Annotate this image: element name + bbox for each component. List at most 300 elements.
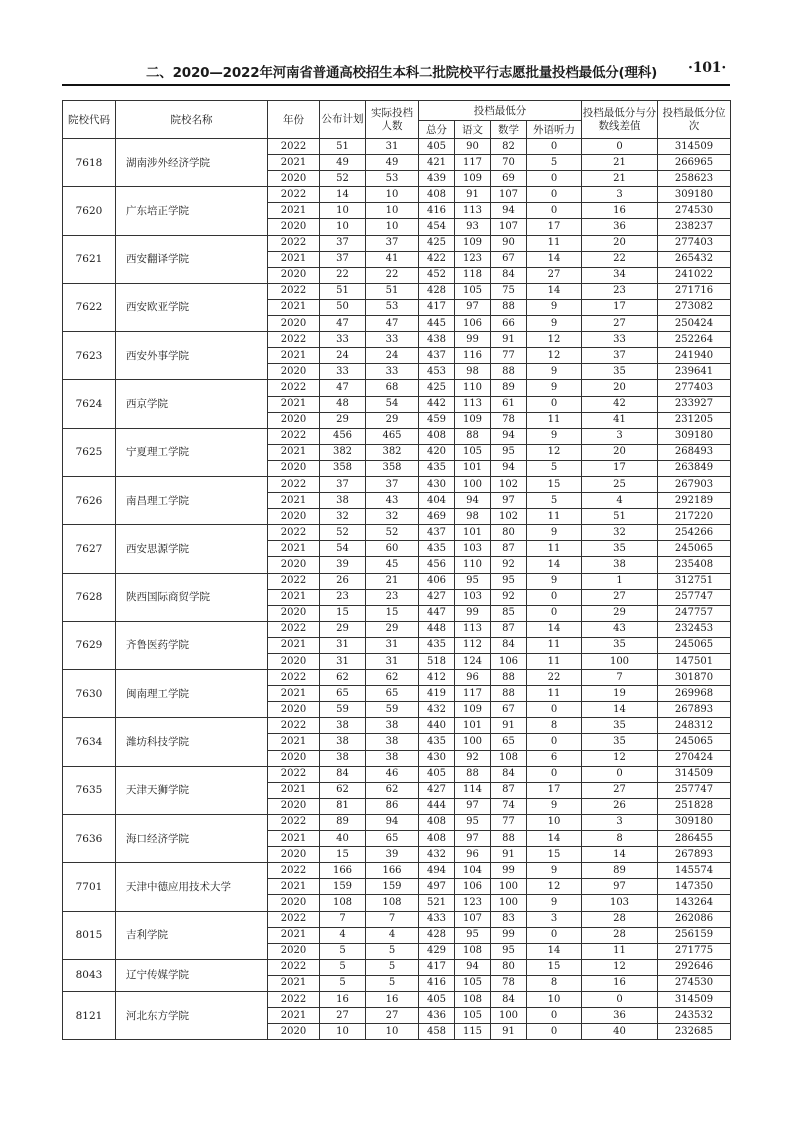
cell-plan: 10 — [320, 219, 366, 235]
cell-math: 84 — [491, 991, 527, 1007]
col-chinese-header: 语文 — [455, 121, 491, 139]
school-name: 天津天狮学院 — [116, 766, 268, 814]
cell-total: 427 — [419, 589, 455, 605]
cell-year: 2022 — [268, 428, 320, 444]
cell-listening: 8 — [527, 718, 582, 734]
cell-chinese: 101 — [455, 718, 491, 734]
col-plan-header: 公布计划 — [320, 101, 366, 139]
cell-listening: 9 — [527, 798, 582, 814]
cell-listening: 14 — [527, 621, 582, 637]
cell-chinese: 123 — [455, 895, 491, 911]
table-row — [63, 235, 731, 251]
cell-math: 91 — [491, 847, 527, 863]
cell-diff: 32 — [582, 525, 658, 541]
cell-chinese: 95 — [455, 927, 491, 943]
cell-listening: 11 — [527, 541, 582, 557]
cell-total: 494 — [419, 863, 455, 879]
cell-diff: 0 — [582, 991, 658, 1007]
cell-math: 65 — [491, 734, 527, 750]
cell-plan: 5 — [320, 959, 366, 975]
cell-math: 74 — [491, 798, 527, 814]
cell-rank: 243532 — [658, 1008, 731, 1024]
cell-plan: 38 — [320, 718, 366, 734]
cell-total: 435 — [419, 637, 455, 653]
cell-actual: 37 — [366, 235, 419, 251]
school-code: 7636 — [63, 814, 116, 862]
cell-diff: 14 — [582, 847, 658, 863]
cell-rank: 269968 — [658, 686, 731, 702]
cell-actual: 60 — [366, 541, 419, 557]
cell-plan: 37 — [320, 476, 366, 492]
cell-chinese: 88 — [455, 428, 491, 444]
cell-actual: 47 — [366, 316, 419, 332]
cell-rank: 235408 — [658, 557, 731, 573]
cell-rank: 314509 — [658, 991, 731, 1007]
cell-math: 61 — [491, 396, 527, 412]
cell-diff: 3 — [582, 428, 658, 444]
cell-total: 497 — [419, 879, 455, 895]
cell-actual: 5 — [366, 975, 419, 991]
cell-rank: 145574 — [658, 863, 731, 879]
cell-listening: 3 — [527, 911, 582, 927]
cell-rank: 238237 — [658, 219, 731, 235]
cell-total: 437 — [419, 525, 455, 541]
cell-actual: 53 — [366, 171, 419, 187]
table-row — [63, 863, 731, 879]
cell-diff: 51 — [582, 509, 658, 525]
cell-rank: 248312 — [658, 718, 731, 734]
school-code: 7625 — [63, 428, 116, 476]
school-code: 8015 — [63, 911, 116, 959]
cell-actual: 31 — [366, 654, 419, 670]
cell-listening: 0 — [527, 203, 582, 219]
cell-chinese: 114 — [455, 782, 491, 798]
cell-rank: 274530 — [658, 203, 731, 219]
cell-diff: 17 — [582, 460, 658, 476]
cell-diff: 36 — [582, 1008, 658, 1024]
cell-year: 2020 — [268, 460, 320, 476]
cell-year: 2020 — [268, 316, 320, 332]
cell-total: 405 — [419, 766, 455, 782]
cell-math: 67 — [491, 702, 527, 718]
cell-rank: 271775 — [658, 943, 731, 959]
cell-diff: 20 — [582, 235, 658, 251]
cell-actual: 37 — [366, 476, 419, 492]
cell-chinese: 109 — [455, 171, 491, 187]
table-row — [63, 718, 731, 734]
cell-diff: 37 — [582, 348, 658, 364]
table-row — [63, 428, 731, 444]
cell-chinese: 124 — [455, 654, 491, 670]
cell-math: 78 — [491, 412, 527, 428]
cell-listening: 0 — [527, 702, 582, 718]
cell-diff: 11 — [582, 943, 658, 959]
cell-listening: 11 — [527, 654, 582, 670]
cell-total: 445 — [419, 316, 455, 332]
cell-plan: 51 — [320, 283, 366, 299]
cell-actual: 51 — [366, 283, 419, 299]
cell-actual: 32 — [366, 509, 419, 525]
cell-listening: 9 — [527, 525, 582, 541]
cell-actual: 39 — [366, 847, 419, 863]
cell-chinese: 105 — [455, 975, 491, 991]
cell-year: 2022 — [268, 332, 320, 348]
cell-chinese: 103 — [455, 541, 491, 557]
table-row — [63, 380, 731, 396]
cell-total: 453 — [419, 364, 455, 380]
cell-total: 437 — [419, 348, 455, 364]
school-name: 宁夏理工学院 — [116, 428, 268, 476]
cell-year: 2022 — [268, 525, 320, 541]
cell-listening: 15 — [527, 476, 582, 492]
cell-plan: 37 — [320, 235, 366, 251]
school-name: 闽南理工学院 — [116, 670, 268, 718]
cell-chinese: 98 — [455, 509, 491, 525]
cell-total: 469 — [419, 509, 455, 525]
cell-listening: 17 — [527, 219, 582, 235]
cell-rank: 273082 — [658, 299, 731, 315]
cell-total: 442 — [419, 396, 455, 412]
cell-plan: 358 — [320, 460, 366, 476]
cell-total: 416 — [419, 203, 455, 219]
school-name: 西安外事学院 — [116, 332, 268, 380]
cell-listening: 9 — [527, 573, 582, 589]
admission-score-table — [62, 100, 731, 1040]
cell-math: 84 — [491, 637, 527, 653]
cell-rank: 252264 — [658, 332, 731, 348]
cell-actual: 5 — [366, 943, 419, 959]
cell-actual: 108 — [366, 895, 419, 911]
cell-actual: 52 — [366, 525, 419, 541]
cell-rank: 309180 — [658, 187, 731, 203]
cell-math: 80 — [491, 959, 527, 975]
cell-listening: 0 — [527, 734, 582, 750]
cell-plan: 33 — [320, 364, 366, 380]
cell-rank: 241940 — [658, 348, 731, 364]
cell-actual: 29 — [366, 621, 419, 637]
cell-year: 2021 — [268, 589, 320, 605]
cell-total: 447 — [419, 605, 455, 621]
cell-math: 95 — [491, 943, 527, 959]
cell-year: 2022 — [268, 911, 320, 927]
cell-diff: 36 — [582, 219, 658, 235]
cell-year: 2022 — [268, 766, 320, 782]
cell-math: 92 — [491, 589, 527, 605]
cell-chinese: 94 — [455, 959, 491, 975]
cell-listening: 0 — [527, 187, 582, 203]
cell-math: 99 — [491, 927, 527, 943]
cell-math: 66 — [491, 316, 527, 332]
cell-diff: 38 — [582, 557, 658, 573]
school-code: 7701 — [63, 863, 116, 911]
cell-math: 80 — [491, 525, 527, 541]
table-row — [63, 621, 731, 637]
cell-year: 2022 — [268, 863, 320, 879]
cell-year: 2021 — [268, 831, 320, 847]
cell-total: 435 — [419, 541, 455, 557]
cell-plan: 62 — [320, 670, 366, 686]
cell-chinese: 108 — [455, 943, 491, 959]
cell-listening: 9 — [527, 299, 582, 315]
cell-total: 438 — [419, 332, 455, 348]
cell-year: 2021 — [268, 686, 320, 702]
cell-actual: 31 — [366, 139, 419, 155]
cell-plan: 31 — [320, 637, 366, 653]
cell-rank: 267903 — [658, 476, 731, 492]
cell-year: 2021 — [268, 927, 320, 943]
cell-year: 2021 — [268, 444, 320, 460]
cell-year: 2021 — [268, 493, 320, 509]
table-row — [63, 911, 731, 927]
school-code: 7623 — [63, 332, 116, 380]
col-actual-header: 实际投档人数 — [366, 101, 419, 139]
cell-rank: 258623 — [658, 171, 731, 187]
cell-year: 2020 — [268, 364, 320, 380]
cell-diff: 35 — [582, 637, 658, 653]
cell-math: 94 — [491, 428, 527, 444]
cell-math: 89 — [491, 380, 527, 396]
cell-total: 421 — [419, 155, 455, 171]
cell-plan: 48 — [320, 396, 366, 412]
cell-year: 2021 — [268, 299, 320, 315]
cell-listening: 14 — [527, 283, 582, 299]
cell-actual: 54 — [366, 396, 419, 412]
cell-total: 405 — [419, 139, 455, 155]
cell-total: 406 — [419, 573, 455, 589]
table-row — [63, 991, 731, 1007]
cell-plan: 10 — [320, 203, 366, 219]
cell-rank: 262086 — [658, 911, 731, 927]
cell-listening: 0 — [527, 766, 582, 782]
cell-diff: 34 — [582, 267, 658, 283]
cell-year: 2022 — [268, 670, 320, 686]
cell-plan: 26 — [320, 573, 366, 589]
cell-rank: 257747 — [658, 589, 731, 605]
col-total-header: 总分 — [419, 121, 455, 139]
cell-plan: 33 — [320, 332, 366, 348]
cell-rank: 241022 — [658, 267, 731, 283]
cell-year: 2020 — [268, 557, 320, 573]
cell-actual: 41 — [366, 251, 419, 267]
cell-chinese: 93 — [455, 219, 491, 235]
cell-plan: 10 — [320, 1024, 366, 1040]
cell-math: 77 — [491, 814, 527, 830]
cell-plan: 29 — [320, 412, 366, 428]
cell-chinese: 107 — [455, 911, 491, 927]
cell-total: 458 — [419, 1024, 455, 1040]
cell-plan: 40 — [320, 831, 366, 847]
cell-math: 92 — [491, 557, 527, 573]
cell-rank: 312751 — [658, 573, 731, 589]
cell-actual: 10 — [366, 187, 419, 203]
col-rank-header: 投档最低分位次 — [658, 101, 731, 139]
cell-math: 100 — [491, 879, 527, 895]
school-name: 天津中德应用技术大学 — [116, 863, 268, 911]
cell-diff: 40 — [582, 1024, 658, 1040]
school-name: 西安欧亚学院 — [116, 283, 268, 331]
cell-actual: 53 — [366, 299, 419, 315]
cell-chinese: 113 — [455, 621, 491, 637]
cell-chinese: 97 — [455, 831, 491, 847]
table-row — [63, 187, 731, 203]
cell-total: 430 — [419, 750, 455, 766]
cell-total: 456 — [419, 557, 455, 573]
cell-rank: 239641 — [658, 364, 731, 380]
cell-chinese: 113 — [455, 396, 491, 412]
cell-chinese: 106 — [455, 316, 491, 332]
cell-math: 87 — [491, 782, 527, 798]
col-code-header: 院校代码 — [63, 101, 116, 139]
cell-listening: 9 — [527, 863, 582, 879]
cell-total: 428 — [419, 283, 455, 299]
cell-listening: 22 — [527, 670, 582, 686]
cell-plan: 38 — [320, 750, 366, 766]
cell-rank: 292646 — [658, 959, 731, 975]
cell-year: 2021 — [268, 637, 320, 653]
school-code: 7626 — [63, 476, 116, 524]
cell-listening: 9 — [527, 364, 582, 380]
cell-plan: 27 — [320, 1008, 366, 1024]
cell-actual: 15 — [366, 605, 419, 621]
cell-math: 83 — [491, 911, 527, 927]
cell-listening: 11 — [527, 509, 582, 525]
cell-actual: 62 — [366, 782, 419, 798]
cell-rank: 247757 — [658, 605, 731, 621]
cell-actual: 10 — [366, 1024, 419, 1040]
cell-listening: 9 — [527, 380, 582, 396]
cell-math: 91 — [491, 1024, 527, 1040]
cell-total: 425 — [419, 380, 455, 396]
cell-total: 408 — [419, 187, 455, 203]
cell-year: 2021 — [268, 734, 320, 750]
cell-total: 419 — [419, 686, 455, 702]
cell-math: 91 — [491, 332, 527, 348]
cell-plan: 456 — [320, 428, 366, 444]
cell-plan: 16 — [320, 991, 366, 1007]
cell-listening: 9 — [527, 895, 582, 911]
cell-chinese: 95 — [455, 814, 491, 830]
cell-math: 75 — [491, 283, 527, 299]
cell-chinese: 99 — [455, 605, 491, 621]
cell-diff: 97 — [582, 879, 658, 895]
cell-plan: 15 — [320, 605, 366, 621]
cell-chinese: 106 — [455, 879, 491, 895]
cell-rank: 309180 — [658, 814, 731, 830]
cell-actual: 31 — [366, 637, 419, 653]
cell-year: 2021 — [268, 541, 320, 557]
cell-total: 405 — [419, 991, 455, 1007]
cell-actual: 21 — [366, 573, 419, 589]
cell-listening: 12 — [527, 444, 582, 460]
cell-year: 2020 — [268, 943, 320, 959]
school-code: 7621 — [63, 235, 116, 283]
school-name: 潍坊科技学院 — [116, 718, 268, 766]
cell-year: 2020 — [268, 798, 320, 814]
school-name: 湖南涉外经济学院 — [116, 139, 268, 187]
cell-actual: 33 — [366, 364, 419, 380]
cell-math: 94 — [491, 203, 527, 219]
school-code: 7628 — [63, 573, 116, 621]
cell-math: 95 — [491, 573, 527, 589]
cell-diff: 21 — [582, 171, 658, 187]
cell-rank: 314509 — [658, 139, 731, 155]
cell-actual: 7 — [366, 911, 419, 927]
cell-math: 90 — [491, 235, 527, 251]
cell-year: 2022 — [268, 139, 320, 155]
cell-total: 428 — [419, 927, 455, 943]
cell-year: 2020 — [268, 219, 320, 235]
cell-diff: 4 — [582, 493, 658, 509]
cell-diff: 21 — [582, 155, 658, 171]
school-code: 7618 — [63, 139, 116, 187]
cell-plan: 50 — [320, 299, 366, 315]
cell-plan: 38 — [320, 493, 366, 509]
cell-actual: 5 — [366, 959, 419, 975]
cell-chinese: 117 — [455, 686, 491, 702]
cell-diff: 100 — [582, 654, 658, 670]
school-name: 西京学院 — [116, 380, 268, 428]
cell-actual: 38 — [366, 734, 419, 750]
cell-year: 2021 — [268, 1008, 320, 1024]
cell-actual: 16 — [366, 991, 419, 1007]
cell-math: 85 — [491, 605, 527, 621]
cell-actual: 22 — [366, 267, 419, 283]
cell-diff: 3 — [582, 187, 658, 203]
cell-plan: 81 — [320, 798, 366, 814]
cell-chinese: 104 — [455, 863, 491, 879]
cell-math: 100 — [491, 1008, 527, 1024]
cell-plan: 37 — [320, 251, 366, 267]
cell-total: 417 — [419, 959, 455, 975]
cell-plan: 52 — [320, 171, 366, 187]
school-name: 辽宁传媒学院 — [116, 959, 268, 991]
cell-math: 84 — [491, 267, 527, 283]
cell-actual: 382 — [366, 444, 419, 460]
cell-chinese: 97 — [455, 299, 491, 315]
cell-total: 416 — [419, 975, 455, 991]
cell-diff: 19 — [582, 686, 658, 702]
school-code: 7620 — [63, 187, 116, 235]
cell-chinese: 108 — [455, 991, 491, 1007]
cell-plan: 51 — [320, 139, 366, 155]
school-code: 7630 — [63, 670, 116, 718]
cell-chinese: 112 — [455, 637, 491, 653]
cell-listening: 11 — [527, 235, 582, 251]
col-math-header: 数学 — [491, 121, 527, 139]
col-year-header: 年份 — [268, 101, 320, 139]
cell-actual: 465 — [366, 428, 419, 444]
cell-plan: 24 — [320, 348, 366, 364]
cell-plan: 47 — [320, 380, 366, 396]
cell-plan: 4 — [320, 927, 366, 943]
table-body — [63, 139, 731, 1040]
cell-listening: 11 — [527, 412, 582, 428]
cell-plan: 31 — [320, 654, 366, 670]
cell-year: 2020 — [268, 750, 320, 766]
cell-listening: 0 — [527, 1024, 582, 1040]
header-row — [63, 101, 731, 121]
cell-listening: 0 — [527, 396, 582, 412]
cell-listening: 15 — [527, 959, 582, 975]
cell-math: 108 — [491, 750, 527, 766]
cell-listening: 5 — [527, 493, 582, 509]
cell-rank: 233927 — [658, 396, 731, 412]
cell-rank: 143264 — [658, 895, 731, 911]
cell-listening: 0 — [527, 1008, 582, 1024]
cell-total: 412 — [419, 670, 455, 686]
cell-actual: 65 — [366, 686, 419, 702]
cell-diff: 43 — [582, 621, 658, 637]
